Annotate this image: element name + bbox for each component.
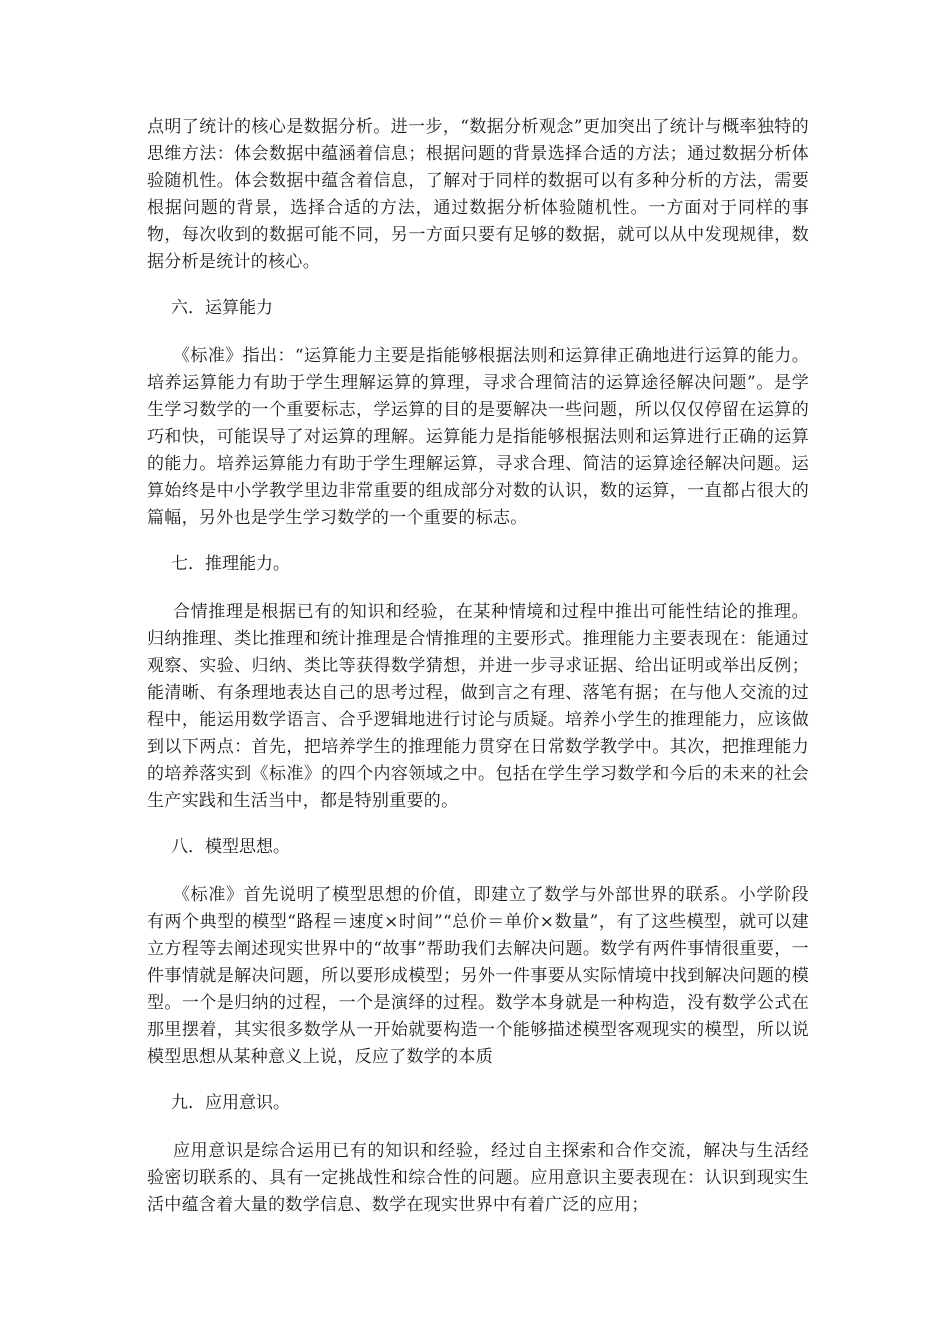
paragraph-model-thinking: 《标准》首先说明了模型思想的价值，即建立了数学与外部世界的联系。小学阶段有两个典型的模型“路程＝速度×时间”“总价＝单价×数量”，有了这些模型，就可以建立方程等去阐述现实世界中的“故事”帮助我们去解决问题。数学有两件事情很重要，一件事情就是解决问题，所以要形成模型；另外一件事要从实际情境中找到解决问题的模型。一个是归纳的过程，一个是演绎的过程。数学本身就是一种构造，没有数学公式在那里摆着，其实很多数学从一开始就要构造一个能够描述模型客观现实的模型，所以说模型思想从某种意义上说，反应了数学的本质 xyxy=(147,885,809,1067)
paragraph-reasoning-ability: 合情推理是根据已有的知识和经验，在某种情境和过程中推出可能性结论的推理。归纳推理、类比推理和统计推理是合情推理的主要形式。推理能力主要表现在：能通过观察、实验、归纳、类比等获得数学猜想，并进一步寻求证据、给出证明或举出反例；能清晰、有条理地表达自己的思考过程，做到言之有理、落笔有据；在与他人交流的过程中，能运用数学语言、合乎逻辑地进行讨论与质疑。培养小学生的推理能力，应该做到以下两点：首先，把培养学生的推理能力贯穿在日常数学教学中。其次，把推理能力的培养落实到《标准》的四个内容领域之中。包括在学生学习数学和今后的未来的社会生产实践和生活当中，都是特别重要的。 xyxy=(147,602,809,811)
paragraph-application-awareness: 应用意识是综合运用已有的知识和经验，经过自主探索和合作交流，解决与生活经验密切联系的、具有一定挑战性和综合性的问题。应用意识主要表现在：认识到现实生活中蕴含着大量的数学信息、数学在现实世界中有着广泛的应用； xyxy=(147,1141,809,1215)
paragraph-data-analysis: 点明了统计的核心是数据分析。进一步，“数据分析观念”更加突出了统计与概率独特的思维方法：体会数据中蕴涵着信息；根据问题的背景选择合适的方法；通过数据分析体验随机性。体会数据中蕴含着信息，了解对于同样的数据可以有多种分析的方法，需要根据问题的背景，选择合适的方法，通过数据分析体验随机性。一方面对于同样的事物，每次收到的数据可能不同，另一方面只要有足够的数据，就可以从中发现规律，数据分析是统计的核心。 xyxy=(147,117,809,272)
heading-reasoning-ability: 七．推理能力。 xyxy=(171,554,290,574)
paragraph-computation-ability: 《标准》指出：“运算能力主要是指能够根据法则和运算律正确地进行运算的能力。培养运算能力有助于学生理解运算的算理，寻求合理简洁的运算途径解决问题”。是学生学习数学的一个重要标志，学运算的目的是要解决一些问题，所以仅仅停留在运算的巧和快，可能误导了对运算的理解。运算能力是指能够根据法则和运算进行正确的运算的能力。培养运算能力有助于学生理解运算，寻求合理、简洁的运算途径解决问题。运算始终是中小学教学里边非常重要的组成部分对数的认识，数的运算，一直都占很大的篇幅，另外也是学生学习数学的一个重要的标志。 xyxy=(147,346,809,528)
heading-model-thinking: 八．模型思想。 xyxy=(171,837,290,857)
heading-computation-ability: 六．运算能力 xyxy=(171,298,273,318)
heading-application-awareness: 九．应用意识。 xyxy=(171,1093,290,1113)
document-page xyxy=(147,114,809,1219)
